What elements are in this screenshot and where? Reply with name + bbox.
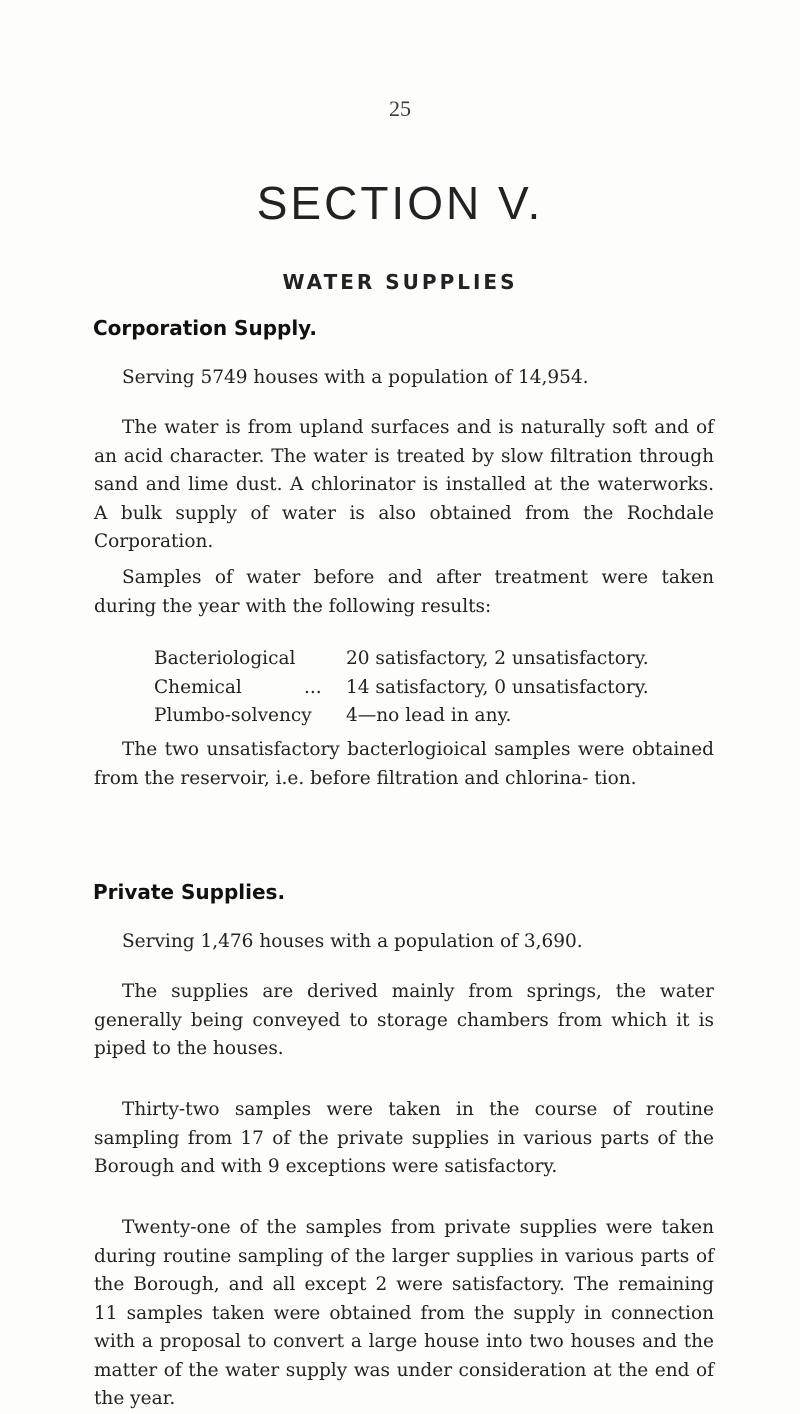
result-dots: ... — [304, 676, 322, 698]
result-value: 4—no lead in any. — [346, 705, 512, 726]
corporation-samples-intro: Samples of water before and after treatment were taken during the year with the following results: — [94, 567, 714, 617]
private-supplies-heading: Private Supplies. — [93, 880, 286, 904]
result-row-chemical — [154, 674, 734, 703]
result-row-bacteriological — [154, 645, 734, 674]
result-label: Bacteriological — [154, 648, 296, 669]
unsatisfactory-note-paragraph: The two unsatisfactory bacterlogioical samples were obtained from the reservoir, i.e. before filtration and chlorina- tion. — [94, 739, 714, 789]
result-value: 14 satisfactory, 0 unsatisfactory. — [346, 676, 649, 698]
result-row-plumbo-solvency — [154, 702, 734, 731]
corporation-supply-heading: Corporation Supply. — [93, 316, 317, 340]
result-dots — [304, 702, 346, 731]
result-label: Chemical — [154, 676, 242, 698]
section-subtitle: WATER SUPPLIES — [282, 270, 518, 294]
results-list — [154, 645, 734, 731]
private-serving-paragraph: Serving 1,476 houses with a population of 3,690. — [122, 931, 583, 952]
result-value: 20 satisfactory, 2 unsatisfactory. — [346, 648, 649, 669]
section-title: SECTION V. — [256, 177, 544, 229]
corporation-description-paragraph: The water is from upland surfaces and is naturally soft and of an acid character. The water is treated by slow filtration through sand and lime dust. A chlorinator is installed at the waterworks. A bulk supply of water is also obtained from the Rochdale Corporation. — [94, 417, 714, 552]
private-description-paragraph: The supplies are derived mainly from springs, the water generally being conveyed to storage chambers from which it is piped to the houses. — [94, 981, 714, 1059]
result-dots — [304, 645, 346, 674]
corporation-serving-paragraph: Serving 5749 houses with a population of 14,954. — [122, 367, 589, 388]
page-number: 25 — [389, 96, 411, 121]
private-twenty-one-paragraph: Twenty-one of the samples from private supplies were taken during routine sampling of the larger supplies in various parts of the Borough, and all except 2 were satisfactory. The remaining 11 samples taken were obtained from the supply in connection with a proposal to convert a large house into two houses and the matter of the water supply was under consideration at the end of the year. — [94, 1217, 714, 1409]
private-samples-paragraph: Thirty-two samples were taken in the course of routine sampling from 17 of the private supplies in various parts of the Borough and with 9 exceptions were satisfactory. — [94, 1099, 714, 1177]
result-label: Plumbo-solvency — [154, 705, 312, 726]
